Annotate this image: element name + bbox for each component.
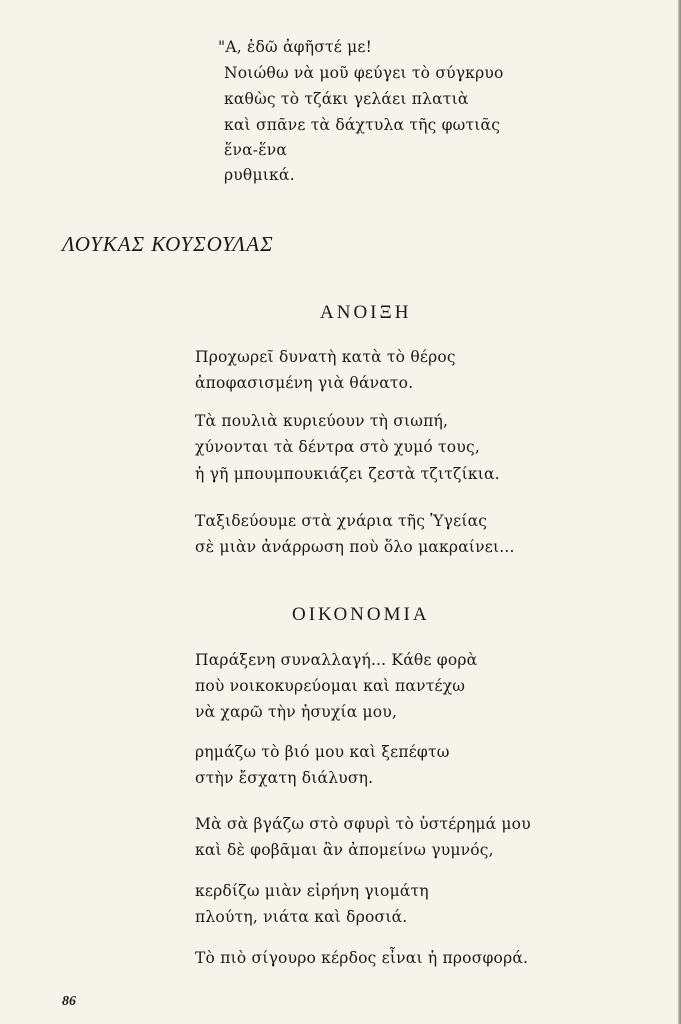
poem-line: ποὺ νοικοκυρεύομαι καὶ παντέχω [195,677,466,695]
intro-line: "Α, ἐδῶ ἀφῆστέ με! [218,38,373,56]
poem-line: Ταξιδεύουμε στὰ χνάρια τῆς Ὑγείας [195,512,488,530]
author-heading: ΛΟΥΚΑΣ ΚΟΥΣΟΥΛΑΣ [62,232,274,256]
poem-line: σὲ μιὰν ἀνάρρωση ποὺ ὅλο μακραίνει... [195,538,515,556]
poem-line: πλούτη, νιάτα καὶ δροσιά. [195,908,408,926]
poem-line: χύνονται τὰ δέντρα στὸ χυμό τους, [195,438,480,456]
intro-line: ρυθμικά. [224,166,295,184]
poem-line: ἀποφασισμένη γιὰ θάνατο. [195,374,414,392]
poem-line: στὴν ἔσχατη διάλυση. [195,769,374,787]
poem-line: ἡ γῆ μπουμπουκιάζει ζεστὰ τζιτζίκια. [195,465,500,483]
poem-title: ΟΙΚΟΝΟΜΙΑ [292,604,430,625]
poem-line: Προχωρεῖ δυνατὴ κατὰ τὸ θέρος [195,348,456,366]
poem-line: καὶ δὲ φοβᾶμαι ἂν ἀπομείνω γυμνός, [195,841,494,859]
poem-line: νὰ χαρῶ τὴν ἡσυχία μου, [195,703,398,721]
poem-line: Παράξενη συναλλαγή... Κάθε φορὰ [195,651,478,669]
intro-line: ἕνα-ἕνα [224,141,288,159]
poem-line: ρημάζω τὸ βιό μου καὶ ξεπέφτω [195,743,450,761]
poem-line: Μὰ σὰ βγάζω στὸ σφυρὶ τὸ ὑστέρημά μου [195,815,531,833]
poem-title: ΑΝΟΙΞΗ [320,302,412,323]
poem-line: Τὸ πιὸ σίγουρο κέρδος εἶναι ἡ προσφορά. [195,949,529,967]
intro-line: καὶ σπᾶνε τὰ δάχτυλα τῆς φωτιᾶς [224,116,501,134]
intro-line: καθὼς τὸ τζάκι γελάει πλατιὰ [224,90,469,108]
poem-line: Τὰ πουλιὰ κυριεύουν τὴ σιωπή, [195,412,449,430]
poem-line: κερδίζω μιὰν εἰρήνη γιομάτη [195,882,429,900]
intro-line: Νοιώθω νὰ μοῦ φεύγει τὸ σύγκρυο [224,64,504,82]
page-number: 86 [62,994,76,1009]
